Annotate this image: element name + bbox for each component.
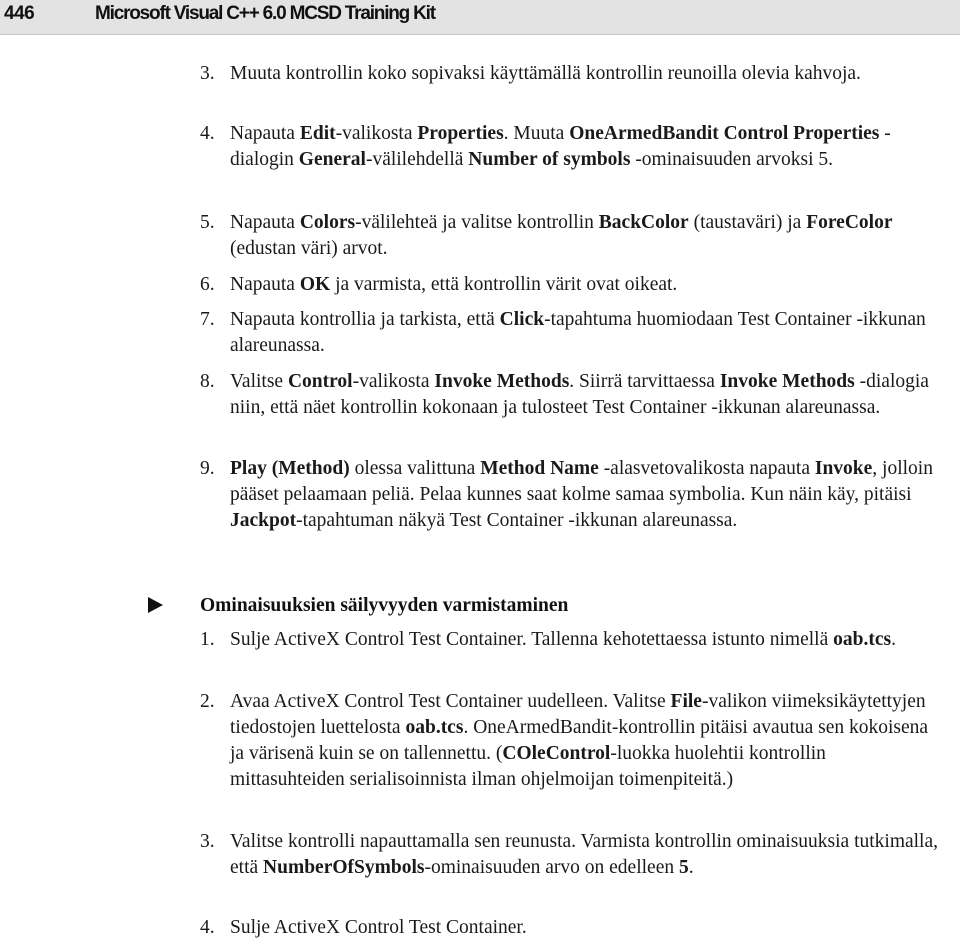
bold-term: Click <box>499 309 545 330</box>
step-number: 3. <box>200 831 215 852</box>
text-run: (taustaväri) ja <box>688 212 807 233</box>
bold-term: Play (Method) <box>230 458 350 479</box>
step-b-1 <box>200 627 940 653</box>
text-run: -ominaisuuden arvoksi 5. <box>630 149 833 170</box>
step-text <box>230 307 940 359</box>
text-run: -valikosta <box>352 371 435 392</box>
text-run: Napauta kontrollia ja tarkista, että <box>230 309 500 330</box>
bold-term: oab.tcs <box>833 629 892 650</box>
bold-term: BackColor <box>598 212 689 233</box>
step-number: 4. <box>200 123 215 144</box>
page-number: 446 <box>4 3 35 24</box>
step-b-2 <box>200 689 940 793</box>
step-text <box>230 829 940 881</box>
text-run: Avaa ActiveX Control Test Container uudelleen. Valitse <box>230 691 671 712</box>
bold-term: Edit <box>299 123 336 144</box>
bold-term: NumberOfSymbols <box>263 857 425 878</box>
text-run: , jolloin pääset pelaamaan peliä. Pelaa kunnes saat kolme samaa symbolia. Kun näin käy, pitäisi <box>230 458 933 505</box>
step-number: 1. <box>200 629 215 650</box>
bold-term: Invoke Methods <box>434 371 570 392</box>
text-run: . <box>891 629 896 650</box>
bold-term: File <box>670 691 702 712</box>
step-number: 4. <box>200 917 215 938</box>
text-run: Sulje ActiveX Control Test Container. Tallenna kehotettaessa istunto nimellä <box>230 629 834 650</box>
step-text <box>230 627 940 653</box>
step-text <box>230 210 940 262</box>
text-run: Napauta <box>230 212 300 233</box>
step-number: 2. <box>200 691 215 712</box>
bold-term: Invoke Methods <box>719 371 855 392</box>
arrow-bullet-icon <box>148 597 163 613</box>
step-number: 6. <box>200 274 215 295</box>
running-head: Microsoft Visual C++ 6.0 MCSD Training Kit <box>95 3 435 24</box>
bold-term: Invoke <box>814 458 873 479</box>
text-run: -valikosta <box>335 123 418 144</box>
bold-term: Number of symbols <box>468 149 631 170</box>
bold-term: Method Name <box>480 458 599 479</box>
text-run: -tapahtuman näkyä Test Container -ikkunan alareunassa. <box>296 510 738 531</box>
bold-term: ForeColor <box>806 212 893 233</box>
step-text <box>230 272 940 298</box>
text-run: Sulje ActiveX Control Test Container. <box>230 917 527 938</box>
step-a-7 <box>200 307 940 359</box>
bold-term: Control <box>287 371 353 392</box>
text-run: . <box>688 857 694 878</box>
step-a-9 <box>200 456 940 534</box>
step-b-4 <box>200 915 940 941</box>
text-run: -alasvetovalikosta napauta <box>598 458 815 479</box>
step-a-5 <box>200 210 940 262</box>
step-number: 7. <box>200 309 215 330</box>
step-text <box>230 369 940 421</box>
step-a-3 <box>200 61 900 87</box>
step-b-3 <box>200 829 940 881</box>
bold-term: Jackpot <box>230 510 297 531</box>
bold-term: Properties <box>417 123 504 144</box>
step-number: 3. <box>200 63 215 84</box>
text-run: -välilehdellä <box>365 149 469 170</box>
step-a-8 <box>200 369 940 421</box>
text-run: -välilehteä ja valitse kontrollin <box>355 212 599 233</box>
text-run: Napauta <box>230 123 300 144</box>
text-run: Valitse <box>230 371 288 392</box>
text-run: -luokka huolehtii kontrollin mittasuhteiden serialisoinnista ilman ohjelmoijan toimenpiteitä.) <box>230 743 826 790</box>
text-run: . Siirrä tarvittaessa <box>569 371 720 392</box>
text-run: olessa valittuna <box>349 458 481 479</box>
step-text <box>230 456 940 534</box>
text-run: ja varmista, että kontrollin värit ovat oikeat. <box>330 274 678 295</box>
text-run: -dialogia niin, että näet kontrollin kokonaan ja tulosteet Test Container -ikkunan alareunassa. <box>230 371 929 418</box>
text-run: -tapahtuma huomiodaan Test Container -ikkunan alareunassa. <box>230 309 926 356</box>
step-a-4 <box>200 121 940 173</box>
bold-term: OK <box>299 274 331 295</box>
text-run: -ominaisuuden arvo on edelleen <box>424 857 679 878</box>
text-run: -dialogin <box>230 123 891 170</box>
step-text <box>230 121 940 173</box>
page-header <box>0 0 960 35</box>
bold-term: oab.tcs <box>405 717 464 738</box>
procedure-heading <box>148 593 568 619</box>
step-number: 9. <box>200 458 215 479</box>
text-run: . Muuta <box>503 123 570 144</box>
step-text <box>230 689 940 793</box>
step-text <box>230 61 900 87</box>
step-a-6 <box>200 272 940 298</box>
step-number: 5. <box>200 212 215 233</box>
bold-term: 5 <box>678 857 689 878</box>
text-run: (edustan väri) arvot. <box>230 238 388 259</box>
bold-term: Colors <box>299 212 356 233</box>
text-run: Valitse kontrolli napauttamalla sen reunusta. Varmista kontrollin ominaisuuksia tutkimalla, että <box>230 831 939 878</box>
bold-term: OneArmedBandit Control Properties <box>569 123 880 144</box>
text-run: Muuta kontrollin koko sopivaksi käyttämällä kontrollin reunoilla olevia kahvoja. <box>230 63 861 84</box>
step-text <box>230 915 940 941</box>
text-run: . OneArmedBandit-kontrollin pitäisi avautua sen kokoisena ja värisenä kuin se on tallennettu. ( <box>230 717 929 764</box>
procedure-heading-text: Ominaisuuksien säilyvyyden varmistaminen <box>200 595 569 616</box>
text-run: Napauta <box>230 274 300 295</box>
text-run: -valikon viimeksikäytettyjen tiedostojen luettelosta <box>230 691 926 738</box>
bold-term: COleControl <box>502 743 611 764</box>
step-number: 8. <box>200 371 215 392</box>
bold-term: General <box>298 149 366 170</box>
